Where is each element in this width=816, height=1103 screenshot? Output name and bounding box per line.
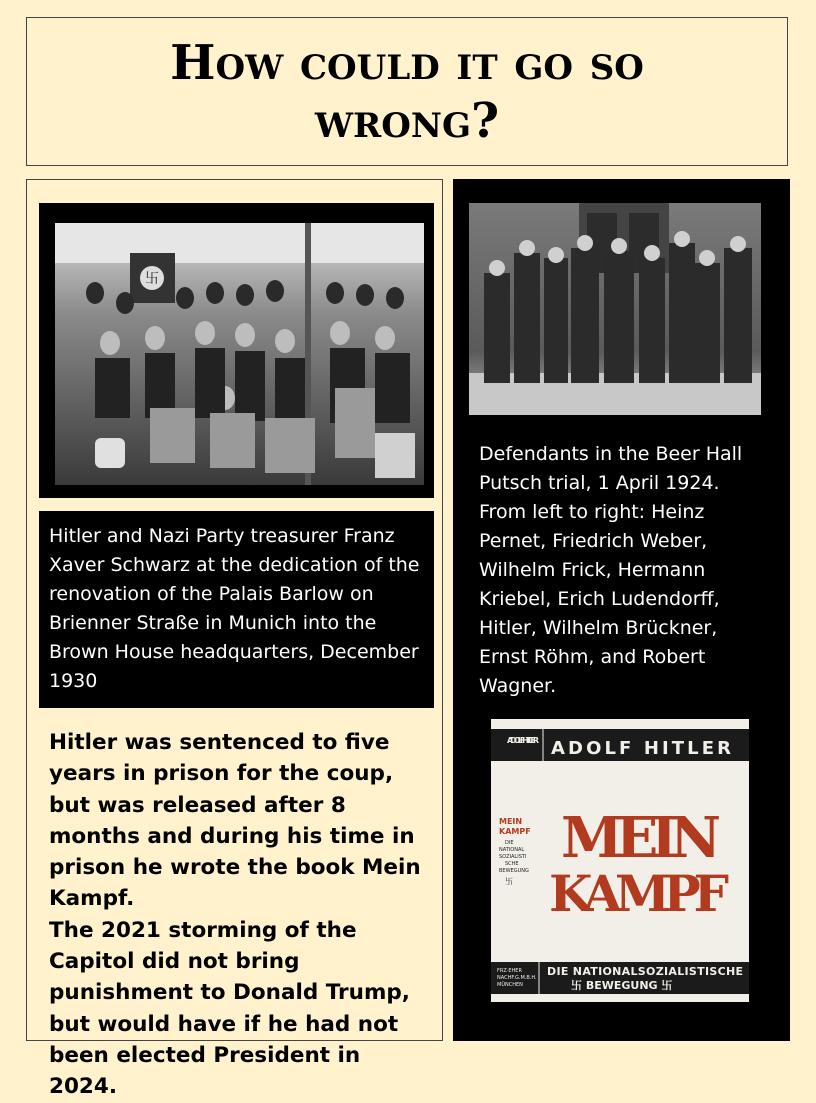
svg-text:KAMPF: KAMPF [499,827,531,836]
brown-house-caption-text: Hitler and Nazi Party treasurer Franz Xaver Schwarz at the dedication of the renovation of the Palais Barlow on Brienner Straße in Munich into the Brown House headquarters, December 1930 [49,525,420,692]
svg-text:SCHE: SCHE [505,861,519,867]
title-box [26,17,788,166]
book-side-text: MEIN [499,817,523,826]
brown-house-photo [55,223,424,485]
svg-text:卐: 卐 [505,877,513,886]
svg-text:BEWEGUNG: BEWEGUNG [499,868,529,874]
svg-text:DIE NATIONALSOZIALISTISCHE: DIE NATIONALSOZIALISTISCHE [547,965,743,978]
svg-text:NACHF.G.M.B.H.: NACHF.G.M.B.H. [497,975,537,981]
book-title-line2: KAMPF [549,864,729,923]
svg-text:卐 BEWEGUNG 卐: 卐 BEWEGUNG 卐 [571,979,673,992]
crowd-photo-image [55,223,424,485]
svg-text:DIE: DIE [505,840,514,846]
defendants-photo-image [469,203,761,415]
brown-house-caption [39,511,434,708]
sentencing-paragraph: Hitler was sentenced to five years in prison for the coup, but was released after 8 months and during his time in prison he wrote the book Mein Kampf. [49,730,421,912]
book-author-large: ADOLF HITLER [551,738,731,759]
book-title-line1: MEIN [561,805,721,871]
book-author-small: ADOLF HITLER [507,736,539,745]
book-publisher: FRZ·EHER [497,968,522,974]
svg-text:卐: 卐 [145,271,159,287]
svg-text:SOZIALISTI: SOZIALISTI [499,854,527,860]
sentencing-text [49,727,434,1103]
svg-text:NATIONAL: NATIONAL [499,847,525,853]
capitol-paragraph: The 2021 storming of the Capitol did not bring punishment to Donald Trump, but would have if he had not been elected President in 2024. [49,917,410,1100]
page-title: How could it go so wrong? [170,34,644,149]
svg-text:MÜNCHEN: MÜNCHEN [497,982,523,988]
book-cover-image [491,719,749,1002]
defendants-caption: Defendants in the Beer Hall Putsch trial, 1 April 1924. From left to right: Heinz Pernet, Friedrich Weber, Wilhelm Frick, Hermann Kriebel, Erich Ludendorff, Hitler, Wilhelm Brückner, Ernst Röhm, and Robert Wagner. [479,443,743,697]
defendants-photo [469,203,761,415]
brown-house-photo-frame [39,203,434,498]
mein-kampf-cover [491,719,749,1002]
